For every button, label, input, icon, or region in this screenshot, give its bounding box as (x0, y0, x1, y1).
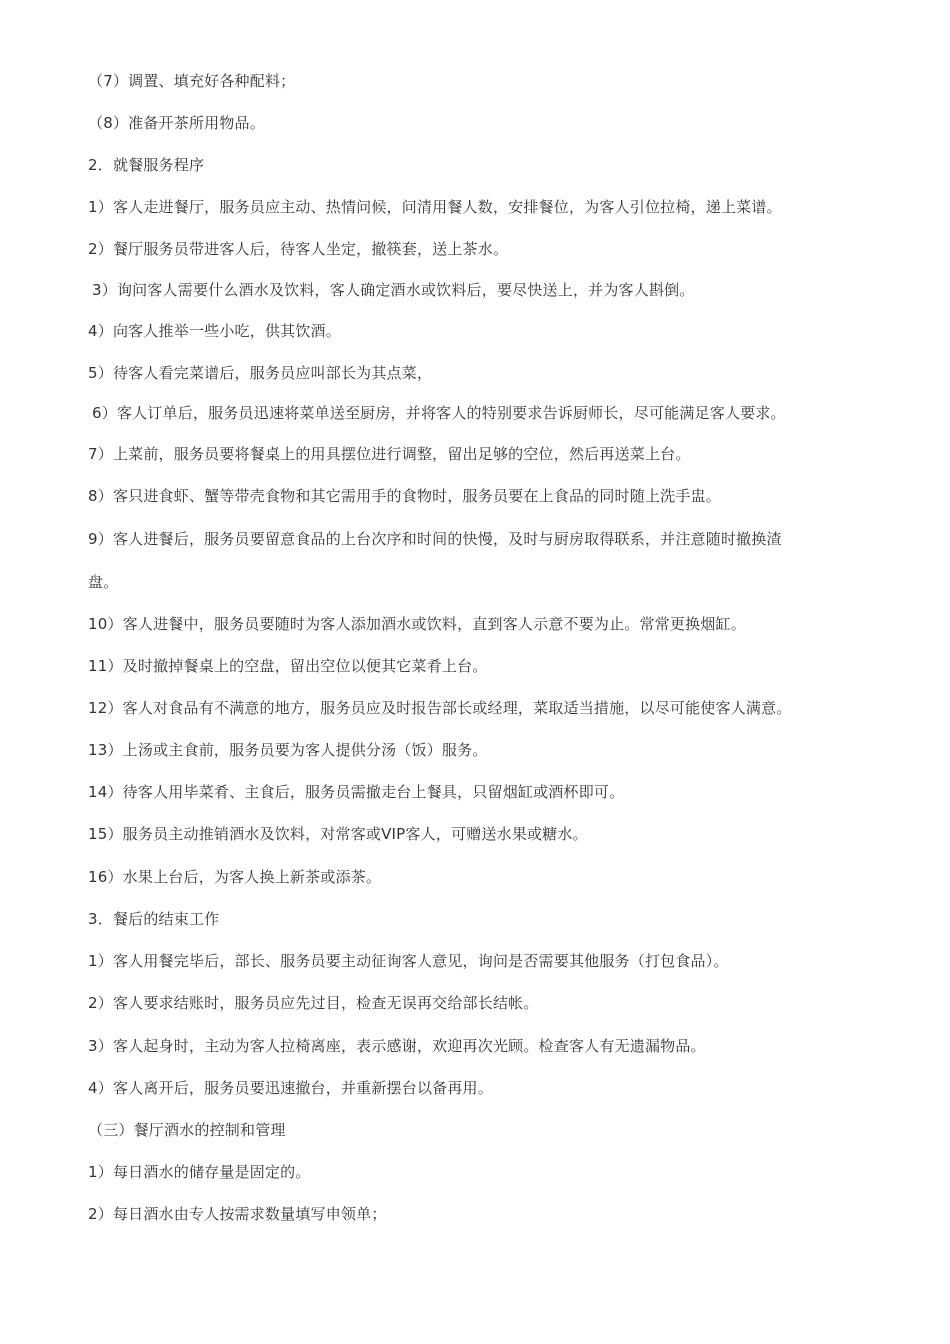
text-line: 6）客人订单后，服务员迅速将菜单送至厨房，并将客人的特别要求告诉厨师长，尽可能满足客人要求。 (92, 404, 786, 422)
text-line: 4）向客人推举一些小吃，供其饮酒。 (88, 322, 341, 340)
text-line: 1）客人用餐完毕后，部长、服务员要主动征询客人意见，询问是否需要其他服务（打包食品）。 (88, 952, 729, 970)
text-line: 14）待客人用毕菜肴、主食后，服务员需撤走台上餐具，只留烟缸或酒杯即可。 (88, 783, 625, 801)
section-heading: 2．就餐服务程序 (88, 156, 205, 174)
text-line: 11）及时撤掉餐桌上的空盘，留出空位以便其它菜肴上台。 (88, 657, 488, 675)
text-line: 1）每日酒水的储存量是固定的。 (88, 1163, 311, 1181)
text-line: （7）调置、填充好各种配料； (88, 72, 296, 90)
text-line: 2）客人要求结账时，服务员应先过目，检查无误再交给部长结帐。 (88, 994, 539, 1012)
text-line: （8）准备开茶所用物品。 (88, 114, 265, 132)
text-line: 3）客人起身时，主动为客人拉椅离座，表示感谢，欢迎再次光顾。检查客人有无遗漏物品。 (88, 1037, 706, 1055)
text-line: 5）待客人看完菜谱后，服务员应叫部长为其点菜， (88, 364, 433, 382)
text-line: 2）每日酒水由专人按需求数量填写申领单； (88, 1205, 387, 1223)
text-line: 16）水果上台后，为客人换上新茶或添茶。 (88, 868, 382, 886)
section-heading: （三）餐厅酒水的控制和管理 (88, 1121, 286, 1139)
text-line: 9）客人进餐后，服务员要留意食品的上台次序和时间的快慢，及时与厨房取得联系，并注意随时撤换渣 (88, 530, 782, 548)
text-line: 1）客人走进餐厅，服务员应主动、热情问候，问清用餐人数，安排餐位，为客人引位拉椅，递上菜谱。 (88, 198, 782, 216)
text-line: 15）服务员主动推销酒水及饮料，对常客或VIP客人，可赠送水果或糖水。 (88, 825, 588, 843)
text-line: 8）客只进食虾、蟹等带壳食物和其它需用手的食物时，服务员要在上食品的同时随上洗手盅。 (88, 487, 721, 505)
section-heading: 3．餐后的结束工作 (88, 910, 220, 928)
text-line: 盘。 (88, 573, 119, 591)
text-line: 4）客人离开后，服务员要迅速撤台，并重新摆台以备再用。 (88, 1079, 493, 1097)
text-line: 13）上汤或主食前，服务员要为客人提供分汤（饭）服务。 (88, 741, 488, 759)
text-line: 7）上菜前，服务员要将餐桌上的用具摆位进行调整，留出足够的空位，然后再送菜上台。 (88, 445, 691, 463)
text-line: 12）客人对食品有不满意的地方，服务员应及时报告部长或经理，菜取适当措施，以尽可能使客人满意。 (88, 699, 792, 717)
text-line: 10）客人进餐中，服务员要随时为客人添加酒水或饮料，直到客人示意不要为止。常常更换烟缸。 (88, 615, 746, 633)
text-line: 2）餐厅服务员带进客人后，待客人坐定，撤筷套，送上茶水。 (88, 240, 509, 258)
text-line: 3）询问客人需要什么酒水及饮料，客人确定酒水或饮料后，要尽快送上，并为客人斟倒。 (92, 281, 695, 299)
